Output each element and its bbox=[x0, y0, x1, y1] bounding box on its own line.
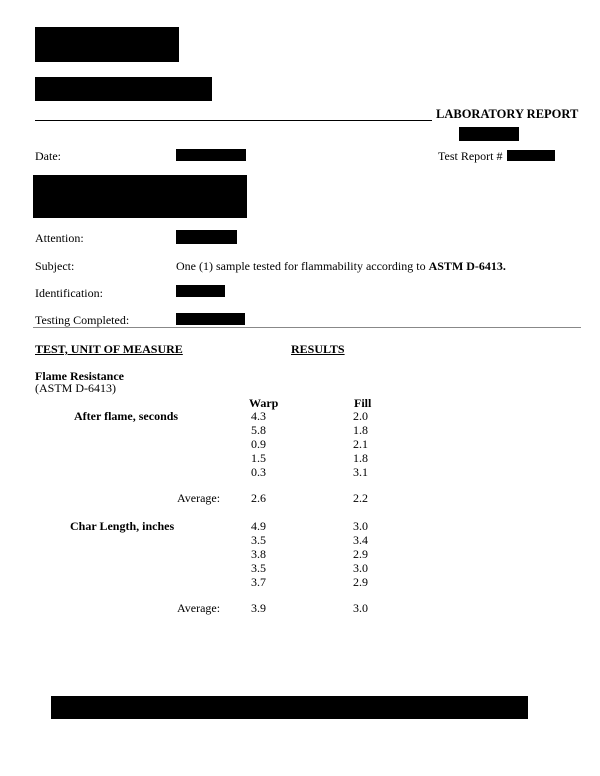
subject-label: Subject: bbox=[35, 259, 75, 273]
char-length-fill-value: 2.9 bbox=[353, 575, 368, 589]
fill-column-label: Fill bbox=[354, 396, 372, 410]
after-flame-fill-value: 1.8 bbox=[353, 423, 368, 437]
after-flame-warp-value: 1.5 bbox=[251, 451, 266, 465]
header-rule bbox=[35, 120, 432, 121]
subject-description: One (1) sample tested for flammability according to bbox=[176, 259, 429, 273]
redacted-testing-completed-date bbox=[176, 313, 245, 325]
attention-label: Attention: bbox=[35, 231, 84, 245]
redacted-date bbox=[176, 149, 246, 161]
after-flame-warp-value: 0.3 bbox=[251, 465, 266, 479]
char-length-fill-value: 3.4 bbox=[353, 533, 368, 547]
date-label: Date: bbox=[35, 149, 61, 163]
char-length-warp-value: 3.5 bbox=[251, 533, 266, 547]
char-length-warp-value: 4.9 bbox=[251, 519, 266, 533]
char-length-average-label: Average: bbox=[177, 601, 221, 615]
after-flame-fill-value: 2.0 bbox=[353, 409, 368, 423]
char-length-fill-value: 3.0 bbox=[353, 519, 368, 533]
char-length-warp-value: 3.8 bbox=[251, 547, 266, 561]
results-header: RESULTS bbox=[291, 342, 345, 356]
redacted-test-report-number bbox=[507, 150, 555, 161]
char-length-average-warp: 3.9 bbox=[251, 601, 266, 615]
redacted-attention bbox=[176, 230, 237, 244]
after-flame-average-label: Average: bbox=[177, 491, 221, 505]
identification-label: Identification: bbox=[35, 286, 103, 300]
after-flame-label: After flame, seconds bbox=[74, 409, 179, 423]
char-length-average-fill: 3.0 bbox=[353, 601, 368, 615]
test-unit-header: TEST, UNIT OF MEASURE bbox=[35, 342, 183, 356]
char-length-warp-value: 3.7 bbox=[251, 575, 266, 589]
char-length-warp-value: 3.5 bbox=[251, 561, 266, 575]
char-length-fill-value: 2.9 bbox=[353, 547, 368, 561]
redacted-company-name bbox=[35, 27, 179, 62]
report-title: LABORATORY REPORT bbox=[436, 107, 579, 121]
flame-resistance-standard: (ASTM D-6413) bbox=[35, 381, 116, 395]
section-rule bbox=[33, 327, 581, 328]
redacted-client-address bbox=[33, 175, 247, 218]
after-flame-warp-value: 4.3 bbox=[251, 409, 266, 423]
after-flame-average-fill: 2.2 bbox=[353, 491, 368, 505]
char-length-fill-value: 3.0 bbox=[353, 561, 368, 575]
after-flame-warp-value: 5.8 bbox=[251, 423, 266, 437]
redacted-footer bbox=[51, 696, 528, 719]
subject-standard: ASTM D-6413. bbox=[428, 259, 506, 273]
test-report-label: Test Report # bbox=[438, 149, 503, 163]
flame-resistance-title: Flame Resistance bbox=[35, 369, 124, 383]
warp-column-label: Warp bbox=[249, 396, 279, 410]
after-flame-fill-value: 3.1 bbox=[353, 465, 368, 479]
char-length-label: Char Length, inches bbox=[70, 519, 175, 533]
redacted-identification bbox=[176, 285, 225, 297]
after-flame-average-warp: 2.6 bbox=[251, 491, 266, 505]
after-flame-warp-value: 0.9 bbox=[251, 437, 266, 451]
redacted-company-address bbox=[35, 77, 212, 101]
subject-text bbox=[176, 259, 506, 274]
after-flame-fill-value: 2.1 bbox=[353, 437, 368, 451]
after-flame-fill-value: 1.8 bbox=[353, 451, 368, 465]
redacted-report-subheader bbox=[459, 127, 519, 141]
testing-completed-label: Testing Completed: bbox=[35, 313, 130, 327]
